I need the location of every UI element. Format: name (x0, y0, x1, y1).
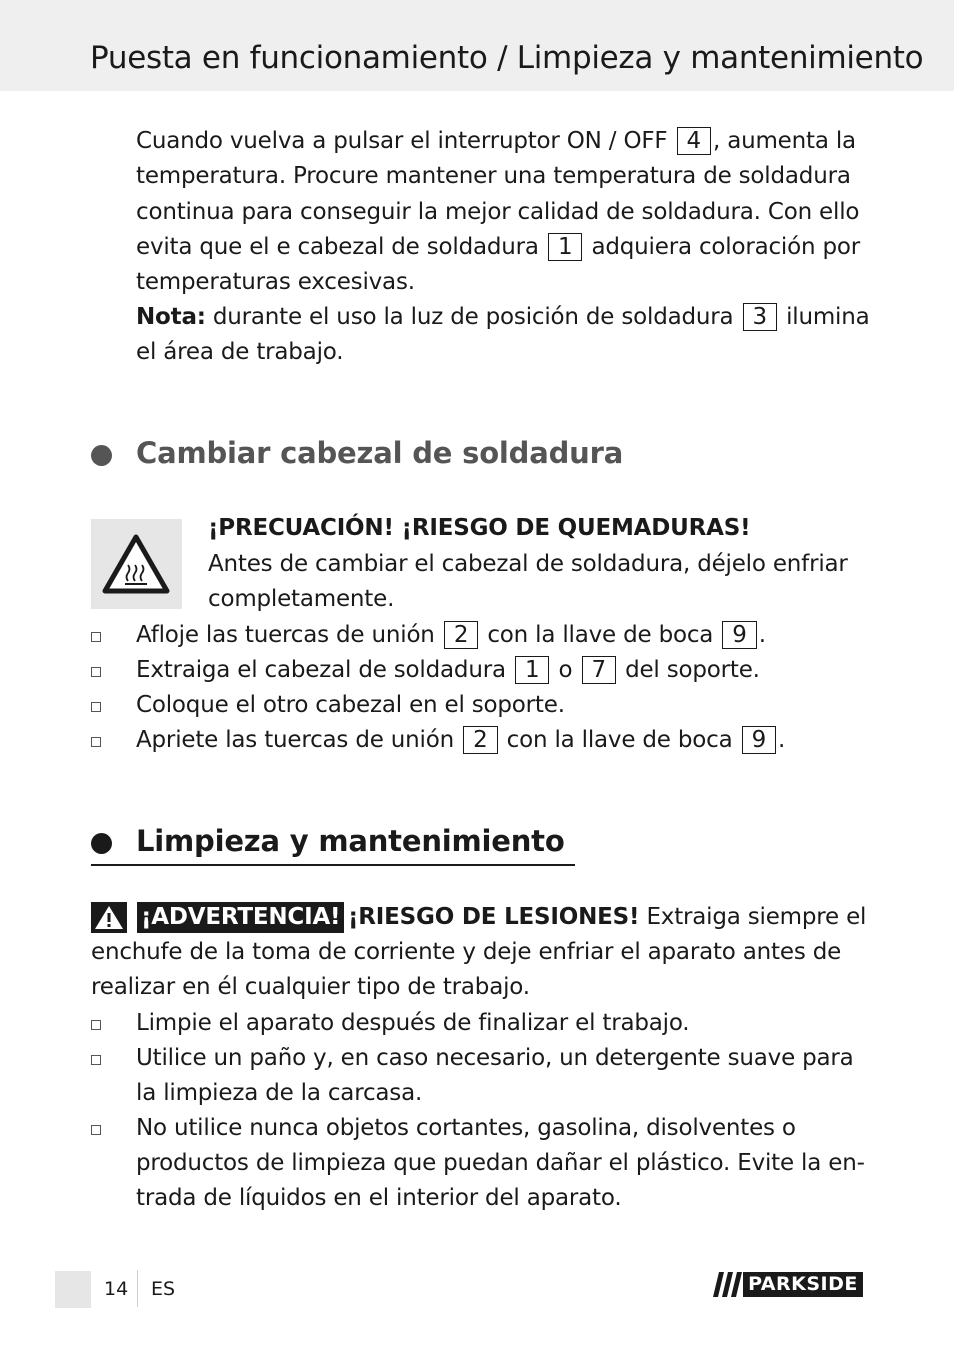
intro-line-3: continua para conseguir la mejor calidad de soldadura. Con ello (136, 199, 860, 225)
list-item-continuation: la limpieza de la carcasa. (136, 1080, 423, 1106)
note-line-1: Nota: durante el uso la luz de posición de soldadura 3 ilumina (136, 304, 870, 330)
step-item: Afloje las tuercas de unión 2 con la llave de boca 9 . (136, 622, 766, 648)
checkbox-square-icon (91, 1055, 101, 1065)
logo-stripes-icon (713, 1272, 743, 1297)
ref-box: 7 (582, 656, 616, 684)
list-item: Limpie el aparato después de finalizar el trabajo. (136, 1010, 690, 1036)
section-bullet-dot (91, 445, 112, 466)
ref-box: 1 (548, 233, 582, 261)
step-item: Extraiga el cabezal de soldadura 1 o 7 del soporte. (136, 657, 760, 683)
section-heading-clean: Limpieza y mantenimiento (136, 824, 565, 858)
burn-warning-title: ¡PRECUACIÓN! ¡RIESGO DE QUEMADURAS! (208, 515, 751, 541)
ref-box: 9 (742, 726, 776, 754)
hot-surface-panel (91, 519, 182, 609)
warning-triangle-icon (91, 902, 127, 933)
checkbox-square-icon (91, 667, 101, 677)
list-item-continuation: productos de limpieza que puedan dañar el plástico. Evite la en- (136, 1150, 865, 1176)
ref-box: 9 (722, 621, 756, 649)
language-code: ES (151, 1278, 176, 1300)
section-heading-change: Cambiar cabezal de soldadura (136, 436, 624, 470)
note-line-2: el área de trabajo. (136, 339, 344, 365)
ref-box: 4 (677, 127, 711, 155)
step-item: Coloque el otro cabezal en el soporte. (136, 692, 565, 718)
injury-warning-line-1: ¡RIESGO DE LESIONES! Extraiga siempre el (348, 904, 867, 930)
checkbox-square-icon (91, 632, 101, 642)
advertencia-badge: ¡ADVERTENCIA! (137, 902, 344, 933)
burn-warning-line-1: Antes de cambiar el cabezal de soldadura, déjelo enfriar (208, 551, 848, 577)
ref-box: 1 (515, 656, 549, 684)
heading-underline (91, 864, 575, 866)
list-item-continuation: trada de líquidos en el interior del aparato. (136, 1185, 622, 1211)
parkside-logo (713, 1272, 863, 1297)
ref-box: 2 (444, 621, 478, 649)
checkbox-square-icon (91, 737, 101, 747)
injury-warning-line-2: enchufe de la toma de corriente y deje enfriar el aparato antes de (91, 939, 842, 965)
intro-line-1: Cuando vuelva a pulsar el interruptor ON / OFF 4 , aumenta la (136, 128, 856, 154)
section-bullet-dot (91, 833, 112, 854)
burn-warning-line-2: completamente. (208, 586, 395, 612)
checkbox-square-icon (91, 1020, 101, 1030)
page-title: Puesta en funcionamiento / Limpieza y mantenimiento (90, 40, 924, 76)
step-item: Apriete las tuercas de unión 2 con la llave de boca 9 . (136, 727, 786, 753)
checkbox-square-icon (91, 702, 101, 712)
ref-box: 2 (463, 726, 497, 754)
intro-line-5: temperaturas excesivas. (136, 269, 415, 295)
intro-line-4: evita que el e cabezal de soldadura 1 adquiera coloración por (136, 234, 861, 260)
list-item: No utilice nunca objetos cortantes, gasolina, disolventes o (136, 1115, 796, 1141)
checkbox-square-icon (91, 1125, 101, 1135)
list-item: Utilice un paño y, en caso necesario, un detergente suave para (136, 1045, 854, 1071)
note-label: Nota: (136, 304, 206, 330)
injury-warning-line-3: realizar en él cualquier tipo de trabajo. (91, 974, 530, 1000)
intro-line-2: temperatura. Procure mantener una temperatura de soldadura (136, 163, 851, 189)
page-number: 14 (104, 1278, 129, 1300)
footer-marker (55, 1271, 91, 1308)
brand-name: PARKSIDE (743, 1272, 863, 1297)
ref-box: 3 (743, 303, 777, 331)
hot-surface-warning-icon (101, 533, 171, 595)
footer-divider (137, 1270, 138, 1307)
